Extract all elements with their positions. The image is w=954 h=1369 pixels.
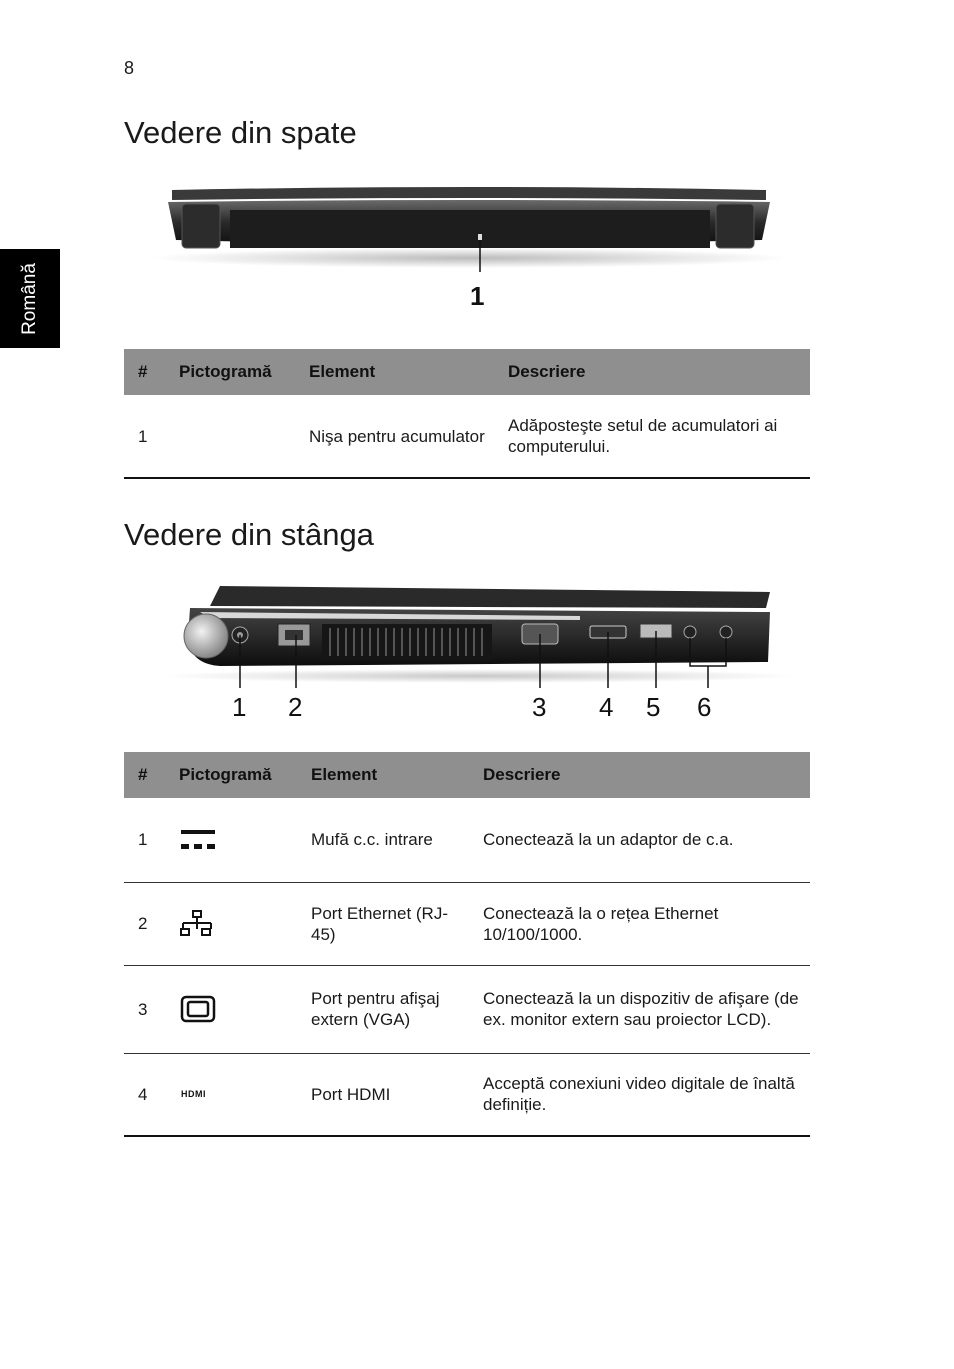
- header-number: #: [124, 349, 165, 395]
- header-number: #: [124, 752, 165, 798]
- hdmi-icon: [179, 1087, 219, 1101]
- page-number: 8: [124, 58, 135, 78]
- rear-view-title: Vedere din spate: [124, 115, 357, 150]
- dc-in-icon: [179, 828, 219, 852]
- row-element: Port pentru afişaj extern (VGA): [297, 965, 469, 1053]
- left-callout-4: 4: [599, 692, 614, 722]
- laptop-rear-illustration: [140, 180, 800, 280]
- row-description: Conectează la un adaptor de c.a.: [469, 798, 810, 882]
- row-number: 2: [124, 882, 165, 965]
- row-number: 3: [124, 965, 165, 1053]
- left-callout-5: 5: [646, 692, 661, 722]
- header-element: Element: [297, 752, 469, 798]
- table-row: [124, 882, 810, 965]
- header-element: Element: [295, 349, 494, 395]
- row-element: Port HDMI: [297, 1053, 469, 1136]
- left-view-table: [124, 752, 810, 1137]
- hdmi-logo-text: HDMI: [181, 1089, 206, 1100]
- header-description: Descriere: [469, 752, 810, 798]
- left-callout-1: 1: [232, 692, 247, 722]
- header-icon: Pictogramă: [165, 349, 295, 395]
- left-callout-2: 2: [288, 692, 303, 722]
- row-element: Mufă c.c. intrare: [297, 798, 469, 882]
- table-row: [124, 965, 810, 1053]
- row-number: 1: [124, 798, 165, 882]
- row-number: 1: [124, 395, 165, 478]
- row-description: Adăposteşte setul de acumulatori ai computerului.: [494, 395, 810, 478]
- table-header-row: [124, 349, 810, 395]
- ethernet-icon: [179, 909, 219, 939]
- table-header-row: [124, 752, 810, 798]
- row-icon: [165, 882, 297, 965]
- table-row: [124, 1053, 810, 1136]
- rear-view-table: [124, 349, 810, 479]
- table-row: [124, 395, 810, 478]
- vga-icon: [179, 994, 219, 1024]
- row-element: Nişa pentru acumulator: [295, 395, 494, 478]
- row-description: Conectează la un dispozitiv de afişare (de ex. monitor extern sau proiector LCD).: [469, 965, 810, 1053]
- header-description: Descriere: [494, 349, 810, 395]
- rear-callout-1: 1: [470, 281, 485, 311]
- row-element: Port Ethernet (RJ-45): [297, 882, 469, 965]
- table-row: [124, 798, 810, 882]
- row-icon: [165, 798, 297, 882]
- language-tab: [0, 249, 60, 348]
- language-tab-label: Română: [19, 262, 41, 335]
- left-view-title: Vedere din stânga: [124, 517, 374, 552]
- row-icon: [165, 965, 297, 1053]
- left-callout-6: 6: [697, 692, 712, 722]
- row-description: Conectează la o rețea Ethernet 10/100/1000.: [469, 882, 810, 965]
- row-number: 4: [124, 1053, 165, 1136]
- left-callout-3: 3: [532, 692, 547, 722]
- header-icon: Pictogramă: [165, 752, 297, 798]
- laptop-left-illustration: [150, 578, 800, 688]
- row-icon: [165, 395, 295, 478]
- row-description: Acceptă conexiuni video digitale de înaltă definiție.: [469, 1053, 810, 1136]
- row-icon: [165, 1053, 297, 1136]
